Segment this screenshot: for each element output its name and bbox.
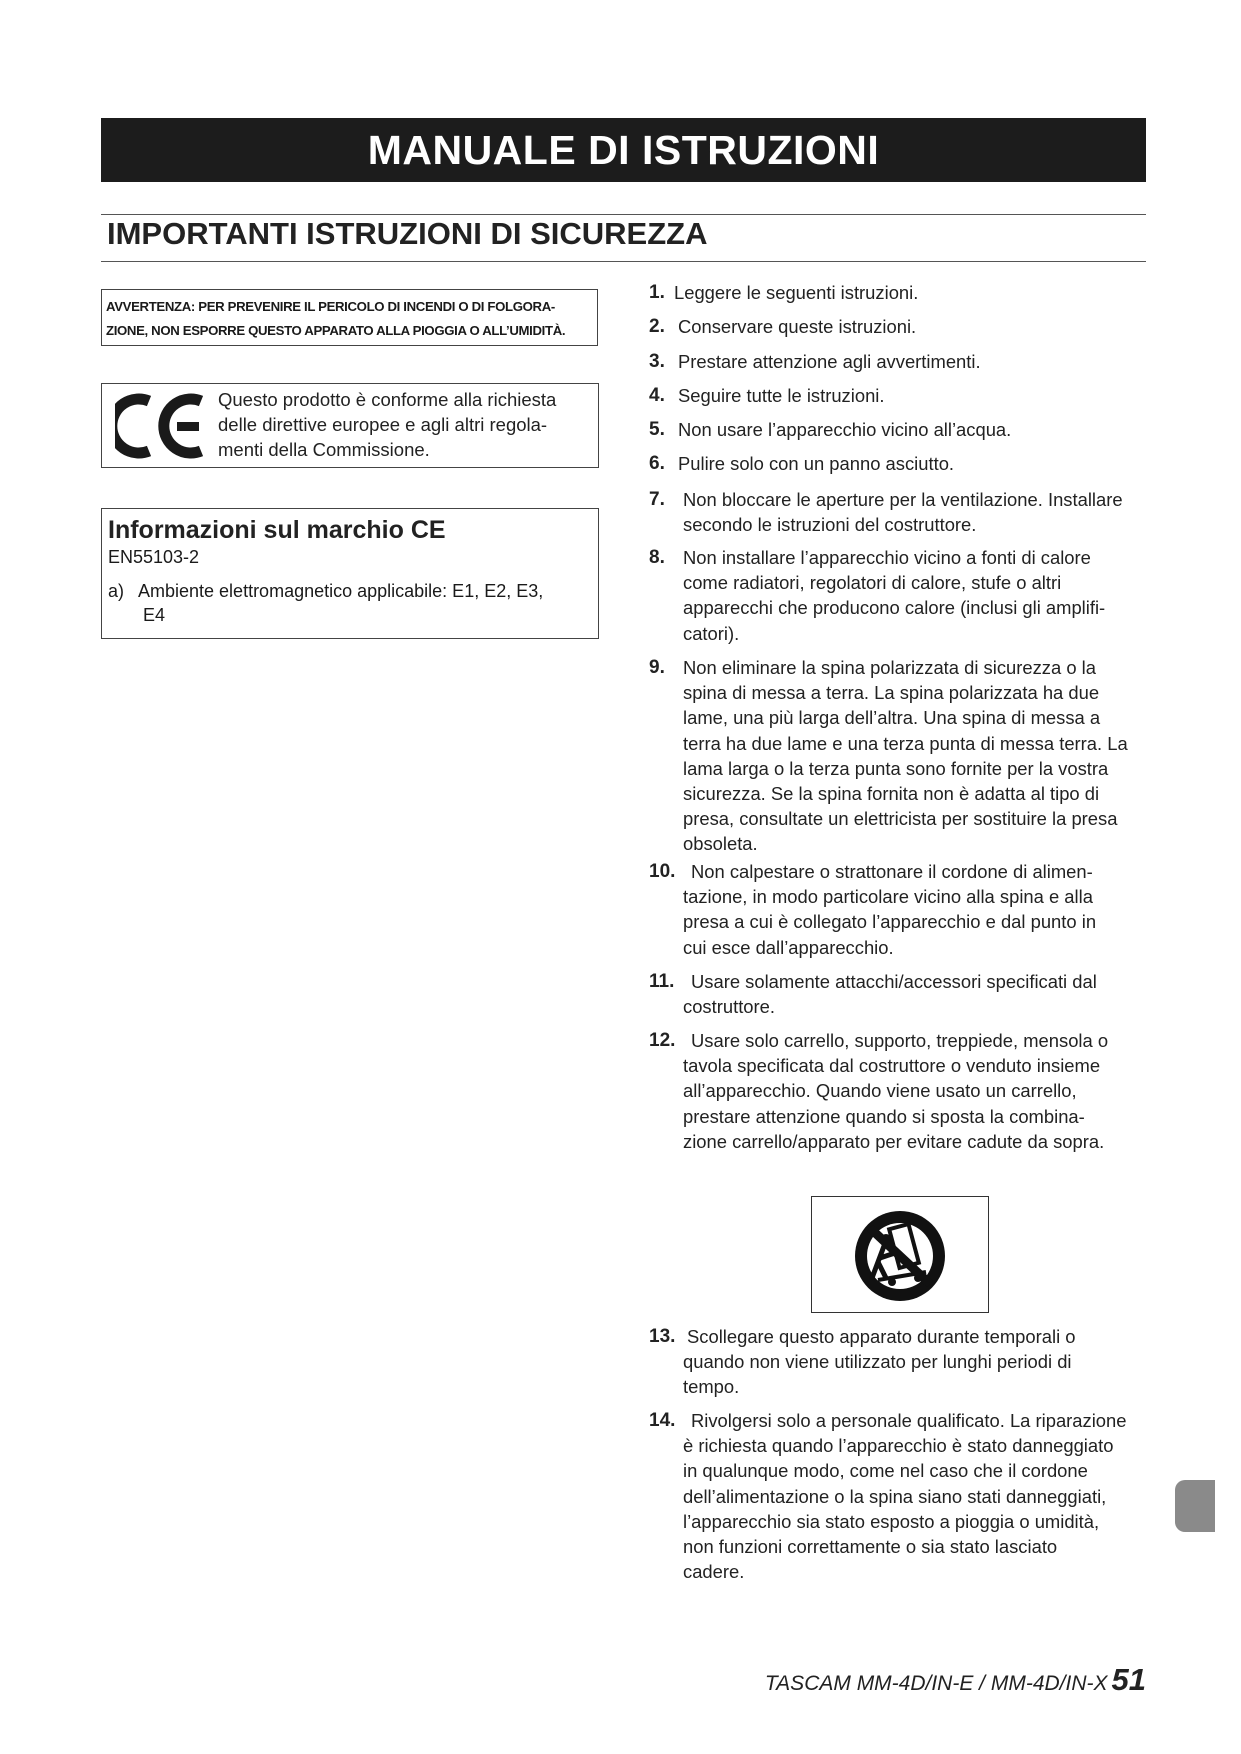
instruction-text-line: apparecchi che producono calore (inclusi gli amplifi- <box>683 597 1106 619</box>
cart-warning-box <box>811 1196 989 1313</box>
instruction-text <box>683 859 1154 960</box>
ce-text-line: Questo prodotto è conforme alla richiesta <box>218 389 557 410</box>
ce-info-item-line: Ambiente elettromagnetico applicabile: E1, E2, E3, <box>138 581 544 601</box>
instruction-text-line: catori). <box>683 622 740 644</box>
instruction-item <box>649 451 1154 476</box>
ce-info-box <box>101 508 599 639</box>
instruction-text-line: Conservare queste istruzioni. <box>678 316 917 337</box>
section-bottom-rule <box>101 261 1146 262</box>
instruction-item <box>649 1324 1154 1400</box>
section-title: IMPORTANTI ISTRUZIONI DI SICUREZZA <box>107 216 708 251</box>
instruction-text-line: presa, consultate un elettricista per sostituire la presa <box>683 808 1118 830</box>
instruction-text-line: lame, una più larga dell’altra. Una spina di messa a <box>683 707 1101 729</box>
instruction-number: 3. <box>649 351 665 372</box>
instruction-text-line: Non calpestare o strattonare il cordone di alimen- <box>691 861 1093 882</box>
warning-line: ZIONE, NON ESPORRE QUESTO APPARATO ALLA PIOGGIA O ALL’UMIDITÀ. <box>106 323 566 338</box>
manual-title-banner <box>101 118 1146 182</box>
instruction-text-line: Non usare l’apparecchio vicino all’acqua. <box>678 419 1012 440</box>
instruction-text-line: in qualunque modo, come nel caso che il cordone <box>683 1460 1088 1482</box>
instruction-text-line: Usare solamente attacchi/accessori specificati dal <box>691 971 1097 992</box>
instruction-text <box>683 969 1154 1019</box>
instruction-item <box>649 545 1154 646</box>
instruction-text-line: secondo le istruzioni del costruttore. <box>683 514 977 536</box>
instruction-text-line: Seguire tutte le istruzioni. <box>678 385 885 406</box>
instruction-number: 9. <box>649 657 665 678</box>
instruction-text-line: spina di messa a terra. La spina polarizzata ha due <box>683 682 1100 704</box>
instruction-text-line: Non eliminare la spina polarizzata di sicurezza o la <box>683 657 1096 678</box>
instruction-text-line: come radiatori, regolatori di calore, stufe o altri <box>683 572 1062 594</box>
instruction-text-line: obsoleta. <box>683 833 758 855</box>
instruction-number: 7. <box>649 489 665 510</box>
instruction-text-line: Non installare l’apparecchio vicino a fonti di calore <box>683 547 1091 568</box>
instruction-text-line: Usare solo carrello, supporto, treppiede, mensola o <box>691 1030 1109 1051</box>
ce-text-line: delle direttive europee e agli altri regola- <box>218 414 548 435</box>
instruction-text <box>674 280 1154 305</box>
instruction-text-line: Rivolgersi solo a personale qualificato. La riparazione <box>691 1410 1127 1431</box>
instruction-text <box>678 383 1154 408</box>
ce-text-line: menti della Commissione. <box>218 439 430 460</box>
instruction-item <box>649 417 1154 442</box>
instruction-text <box>683 487 1154 537</box>
instruction-item <box>649 655 1154 857</box>
instruction-number: 1. <box>649 282 665 303</box>
instruction-text <box>678 314 1154 339</box>
instruction-text-line: lama larga o la terza punta sono fornite per la vostra <box>683 757 1109 779</box>
instruction-text-line: all’apparecchio. Quando viene usato un carrello, <box>683 1080 1077 1102</box>
instruction-text-line: Pulire solo con un panno asciutto. <box>678 453 955 474</box>
instruction-text-line: Prestare attenzione agli avvertimenti. <box>678 351 981 372</box>
section-top-rule <box>101 214 1146 215</box>
instruction-text <box>683 545 1154 646</box>
instruction-text-line: costruttore. <box>683 996 775 1018</box>
instruction-text-line: dell’alimentazione o la spina siano stati danneggiati, <box>683 1485 1107 1507</box>
instruction-item <box>649 1408 1154 1584</box>
warning-box <box>101 289 598 346</box>
ce-mark-logo <box>115 393 207 459</box>
manual-title: MANUALE DI ISTRUZIONI <box>367 126 880 173</box>
instruction-text <box>678 349 1154 374</box>
instruction-number: 11. <box>649 971 675 992</box>
section-side-tab <box>1175 1480 1215 1532</box>
instruction-text <box>683 1324 1154 1400</box>
instruction-text-line: tempo. <box>683 1376 740 1398</box>
instruction-text-line: tavola specificata dal costruttore o venduto insieme <box>683 1055 1101 1077</box>
ce-info-item-mark: a) <box>108 581 125 601</box>
instruction-text-line: zione carrello/apparato per evitare cadute da sopra. <box>683 1130 1105 1152</box>
instruction-text-line: terra ha due lame e una terza punta di messa terra. La <box>683 732 1128 754</box>
ce-compliance-text <box>218 387 556 462</box>
instruction-text-line: non funzioni correttamente o sia stato lasciato <box>683 1536 1058 1558</box>
instruction-item <box>649 859 1154 960</box>
instruction-text <box>683 1408 1154 1584</box>
instruction-text-line: presa a cui è collegato l’apparecchio e dal punto in <box>683 911 1097 933</box>
ce-info-item-line: E4 <box>143 605 166 625</box>
ce-info-title: Informazioni sul marchio CE <box>108 516 446 544</box>
ce-info-item <box>108 579 592 627</box>
instruction-item <box>649 383 1154 408</box>
instruction-number: 12. <box>649 1030 676 1051</box>
instruction-text-line: Non bloccare le aperture per la ventilazione. Installare <box>683 489 1123 510</box>
instruction-text <box>678 417 1154 442</box>
instruction-number: 6. <box>649 453 665 474</box>
instruction-item <box>649 280 1154 305</box>
page-footer <box>765 1662 1146 1698</box>
instruction-text-line: è richiesta quando l’apparecchio è stato danneggiato <box>683 1435 1114 1457</box>
instruction-text-line: l’apparecchio sia stato esposto a pioggia o umidità, <box>683 1510 1100 1532</box>
instruction-text-line: sicurezza. Se la spina fornita non è adatta al tipo di <box>683 783 1100 805</box>
instruction-text <box>678 451 1154 476</box>
instruction-number: 8. <box>649 547 665 568</box>
instruction-text-line: tazione, in modo particolare vicino alla spina e alla <box>683 886 1093 908</box>
instruction-number: 14. <box>649 1410 676 1431</box>
warning-line: AVVERTENZA: PER PREVENIRE IL PERICOLO DI INCENDI O DI FOLGORA- <box>106 299 555 314</box>
ce-info-code: EN55103-2 <box>108 547 200 567</box>
instruction-number: 13. <box>649 1326 676 1347</box>
ce-compliance-box <box>101 383 599 468</box>
instruction-text-line: Scollegare questo apparato durante temporali o <box>687 1326 1076 1347</box>
instruction-number: 10. <box>649 861 676 882</box>
instruction-text <box>683 1028 1154 1154</box>
instruction-text-line: cui esce dall’apparecchio. <box>683 936 894 958</box>
cart-tip-over-warning-icon <box>848 1206 952 1304</box>
page-number: 51 <box>1111 1662 1146 1697</box>
instruction-text-line: prestare attenzione quando si sposta la combina- <box>683 1105 1085 1127</box>
instruction-item <box>649 487 1154 537</box>
instruction-number: 4. <box>649 385 665 406</box>
instruction-item <box>649 1028 1154 1154</box>
instruction-item <box>649 969 1154 1019</box>
instruction-number: 5. <box>649 419 665 440</box>
instruction-item <box>649 349 1154 374</box>
footer-product: TASCAM MM-4D/IN-E / MM-4D/IN-X <box>764 1672 1108 1695</box>
instruction-text-line: Leggere le seguenti istruzioni. <box>674 282 919 303</box>
instruction-text <box>683 655 1154 857</box>
instruction-text-line: cadere. <box>683 1561 745 1583</box>
instruction-text-line: quando non viene utilizzato per lunghi periodi di <box>683 1351 1072 1373</box>
instruction-number: 2. <box>649 316 665 337</box>
instruction-item <box>649 314 1154 339</box>
